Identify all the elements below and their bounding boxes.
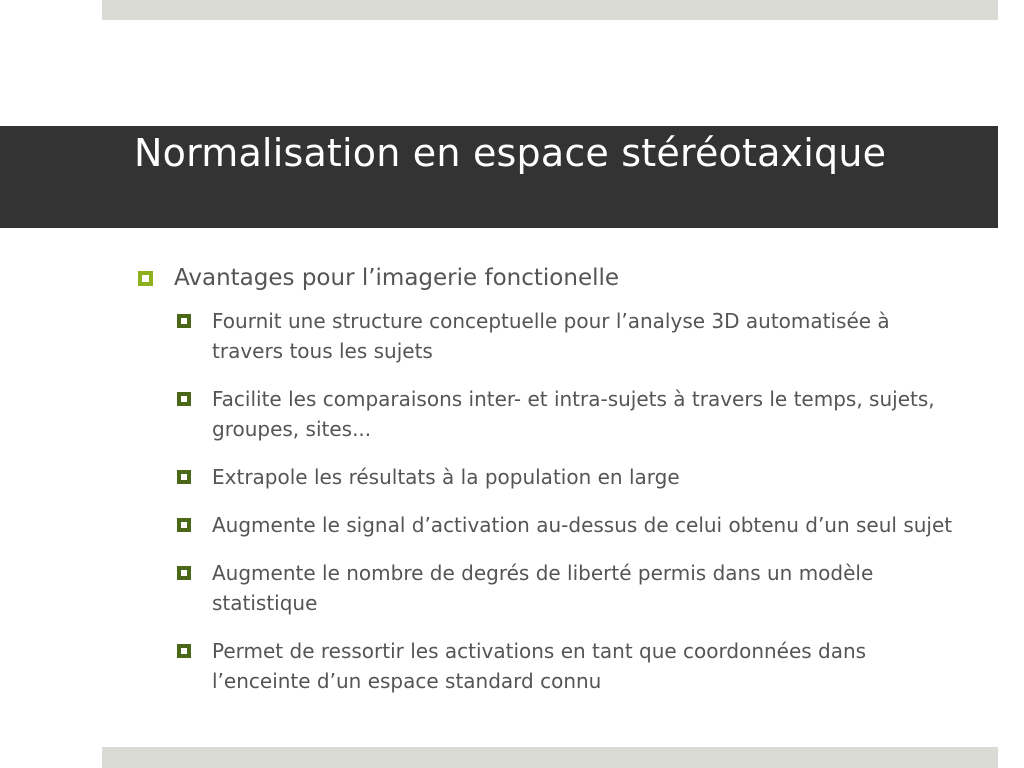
sub-bullet-item <box>134 462 964 492</box>
sub-bullet-text: Augmente le nombre de degrés de liberté permis dans un modèle statistique <box>212 561 874 615</box>
square-bullet-icon <box>177 566 191 580</box>
slide-title: Normalisation en espace stéréotaxique <box>134 131 887 175</box>
square-bullet-icon <box>177 314 191 328</box>
top-decorative-band <box>102 0 998 20</box>
square-bullet-icon <box>177 470 191 484</box>
sub-bullet-list <box>134 306 964 696</box>
sub-bullet-item <box>134 558 964 618</box>
sub-bullet-item <box>134 510 964 540</box>
square-bullet-icon <box>177 644 191 658</box>
square-bullet-icon <box>138 271 153 286</box>
sub-bullet-text: Permet de ressortir les activations en tant que coordonnées dans l’enceinte d’un espace standard connu <box>212 639 867 693</box>
sub-bullet-item <box>134 306 964 366</box>
sub-bullet-text: Facilite les comparaisons inter- et intra-sujets à travers le temps, sujets, groupes, sites... <box>212 387 935 441</box>
main-bullet-point <box>134 262 964 294</box>
sub-bullet-text: Fournit une structure conceptuelle pour l’analyse 3D automatisée à travers tous les sujets <box>212 309 890 363</box>
sub-bullet-text: Extrapole les résultats à la population en large <box>212 465 680 489</box>
square-bullet-icon <box>177 392 191 406</box>
slide-content <box>134 262 964 714</box>
main-bullet-text: Avantages pour l’imagerie fonctionelle <box>174 265 620 291</box>
sub-bullet-item <box>134 384 964 444</box>
sub-bullet-text: Augmente le signal d’activation au-dessus de celui obtenu d’un seul sujet <box>212 513 953 537</box>
sub-bullet-item <box>134 636 964 696</box>
square-bullet-icon <box>177 518 191 532</box>
bottom-decorative-band <box>102 747 998 768</box>
